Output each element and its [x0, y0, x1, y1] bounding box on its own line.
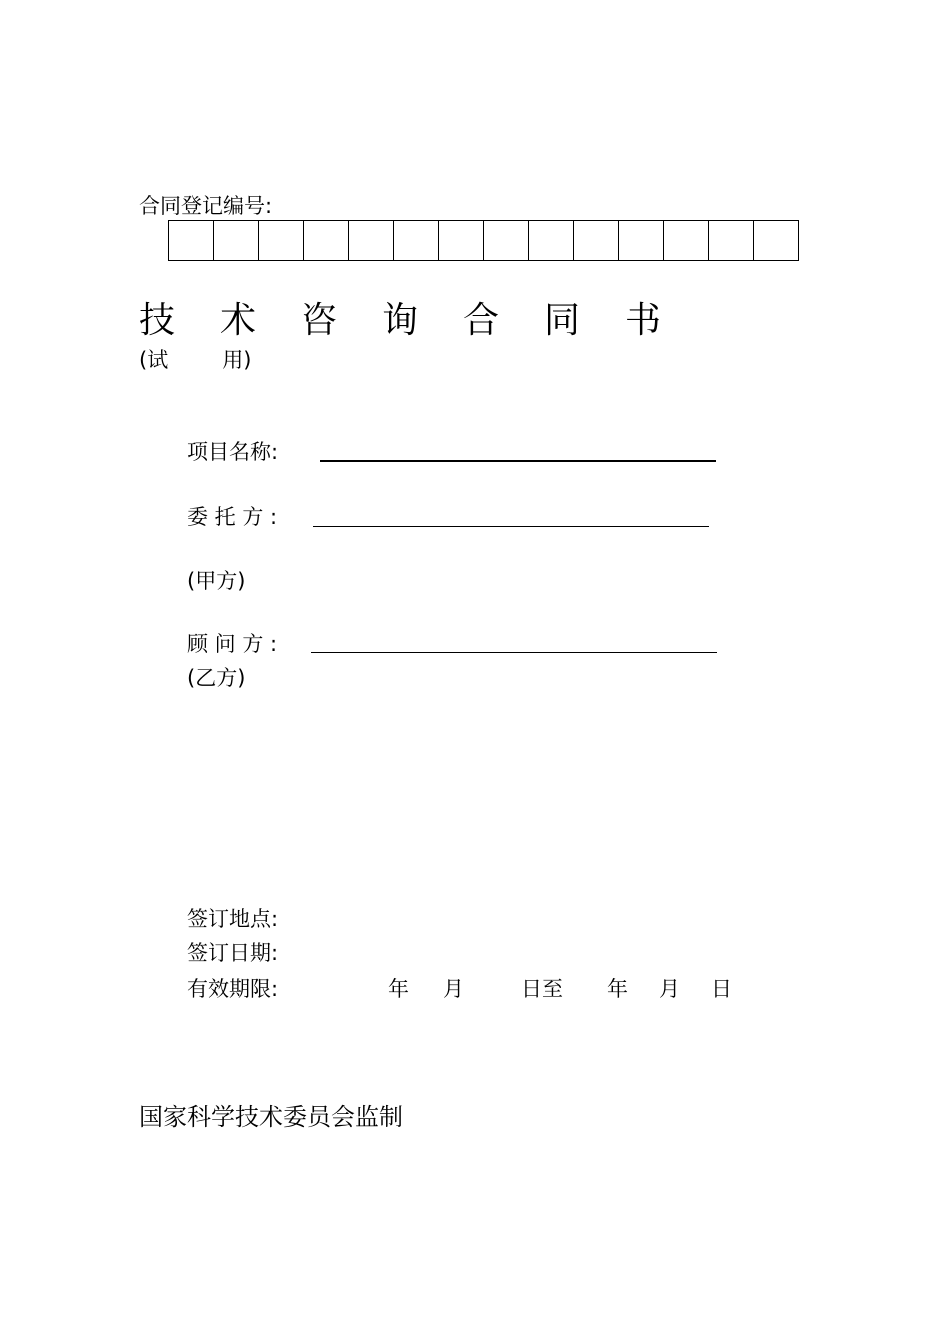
client-label: 委 托 方 : [187, 505, 278, 529]
registration-digit-box[interactable] [259, 221, 304, 260]
registration-digit-box[interactable] [529, 221, 574, 260]
title-char: 同 [544, 300, 581, 341]
registration-digit-box[interactable] [754, 221, 799, 260]
registration-digit-box[interactable] [214, 221, 259, 260]
title-char: 询 [382, 300, 419, 341]
subtitle-open: (试 [139, 348, 169, 372]
registration-digit-box[interactable] [664, 221, 709, 260]
consultant-line[interactable] [311, 652, 717, 653]
validity-day-to: 日至 [521, 977, 563, 1001]
validity-month-2: 月 [659, 977, 680, 1001]
document-title [139, 292, 706, 343]
validity-year-2: 年 [607, 977, 628, 1001]
registration-number-label: 合同登记编号: [139, 194, 273, 218]
project-name-label: 项目名称: [187, 440, 279, 464]
title-char: 书 [625, 300, 662, 341]
signing-place-label: 签订地点: [187, 907, 279, 931]
registration-digit-box[interactable] [709, 221, 754, 260]
title-char: 技 [139, 300, 176, 341]
consultant-label: 顾 问 方 : [187, 632, 278, 656]
title-char: 咨 [301, 300, 338, 341]
title-char: 术 [220, 300, 257, 341]
registration-digit-box[interactable] [484, 221, 529, 260]
client-party-label: (甲方) [187, 569, 246, 593]
registration-digit-box[interactable] [394, 221, 439, 260]
subtitle-close: 用) [222, 348, 252, 372]
validity-label: 有效期限: [187, 977, 279, 1001]
validity-month-1: 月 [443, 977, 464, 1001]
validity-year-1: 年 [388, 977, 409, 1001]
validity-period [187, 973, 732, 1003]
registration-digit-box[interactable] [169, 221, 214, 260]
registration-digit-box[interactable] [304, 221, 349, 260]
registration-digit-box[interactable] [439, 221, 484, 260]
consultant-party-label: (乙方) [187, 666, 246, 690]
validity-day-2: 日 [711, 977, 732, 1001]
title-char: 合 [463, 300, 500, 341]
project-name-line[interactable] [320, 460, 716, 462]
registration-digit-box[interactable] [574, 221, 619, 260]
registration-digit-box[interactable] [349, 221, 394, 260]
client-line[interactable] [313, 526, 709, 527]
supervisor-text: 国家科学技术委员会监制 [139, 1103, 403, 1131]
registration-number-boxes[interactable] [168, 220, 799, 261]
document-subtitle [139, 344, 251, 374]
signing-date-label: 签订日期: [187, 941, 279, 965]
registration-digit-box[interactable] [619, 221, 664, 260]
